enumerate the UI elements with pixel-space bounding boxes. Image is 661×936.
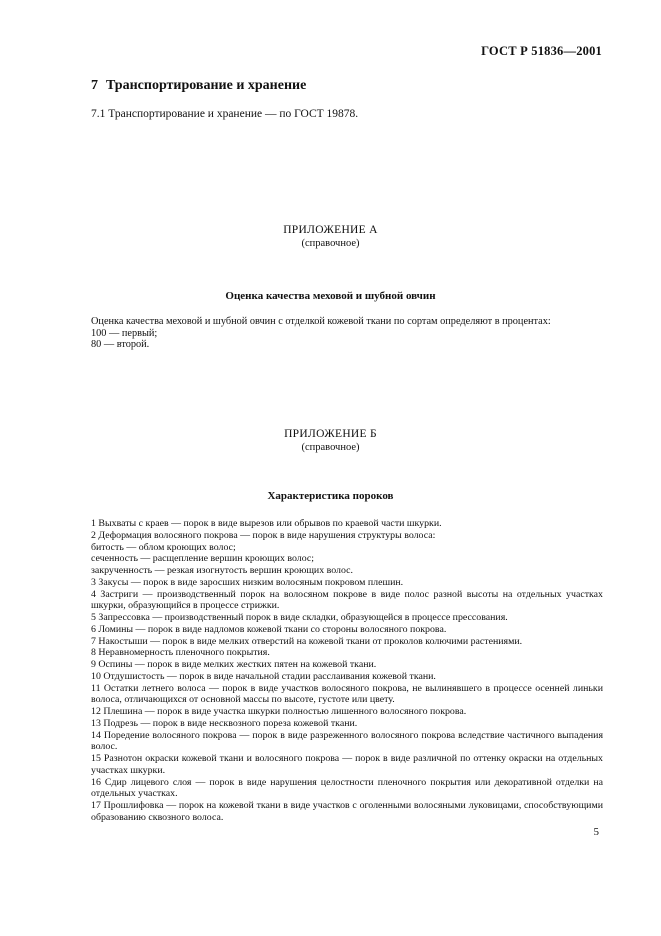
list-item: 12 Плешина — порок в виде участка шкурки полностью лишенного волосяного покрова. [91, 706, 467, 717]
annex-a-title: ПРИЛОЖЕНИЕ А [283, 224, 378, 236]
section-number: 7 [91, 78, 98, 93]
list-item: битость — облом кроющих волос; [91, 541, 236, 553]
annex-a-line: 100 — первый; [91, 327, 158, 339]
list-item: 8 Неравномерность пленочного покрытия. [91, 647, 270, 659]
annex-a-note: (справочное) [301, 238, 360, 249]
list-item: 10 Отдушистость — порок в виде начальной стадии расслаивания кожевой ткани. [91, 670, 436, 682]
annex-a-heading: Оценка качества меховой и шубной овчин [225, 290, 436, 302]
page-number: 5 [593, 826, 599, 838]
list-item: сеченность — расщепление вершин кроющих волос; [91, 553, 315, 565]
list-item: 15 Разнотон окраски кожевой ткани и волосяного покрова — порок в виде различной по оттенку окраски на отдельных участках шкурки. [91, 753, 603, 776]
list-item: 4 Застриги — производственный порок на волосяном покрове в виде полос разной высоты на отдельных участках шкурки, образующийся в процессе стрижки. [91, 588, 603, 612]
annex-a-line: Оценка качества меховой и шубной овчин с отделкой кожевой ткани по сортам определяют в процентах: [91, 316, 551, 327]
list-item: 2 Деформация волосяного покрова — порок в виде нарушения структуры волоса: [91, 529, 436, 541]
list-item: закрученность — резкая изогнутость вершин кроющих волос. [91, 565, 353, 576]
annex-b-note: (справочное) [301, 442, 360, 453]
annex-a-line: 80 — второй. [91, 339, 150, 350]
section-7-1-paragraph: 7.1 Транспортирование и хранение — по ГОСТ 19878. [91, 108, 359, 120]
standard-designation: ГОСТ Р 51836—2001 [481, 44, 602, 58]
annex-b-title: ПРИЛОЖЕНИЕ Б [284, 428, 377, 440]
annex-a-body [91, 316, 603, 351]
list-item: 7 Накостыши — порок в виде мелких отверстий на кожевой ткани от проколов колючими растениями. [91, 635, 523, 647]
list-item: 5 Запрессовка — производственный порок в виде складки, образующейся в процессе прессования. [91, 612, 508, 623]
section-title: Транспортирование и хранение [106, 78, 307, 93]
annex-b-heading: Характеристика пороков [267, 490, 394, 502]
list-item: 11 Остатки летнего волоса — порок в виде участков волосяного покрова, не вылинявшего в процессе осенней линьки волоса, отличающихся от основной массы по высоте, густоте или цвету. [91, 682, 603, 706]
list-item: 3 Закусы — порок в виде заросших низким волосяным покровом плешин. [91, 576, 404, 588]
list-item: 6 Ломины — порок в виде надломов кожевой ткани со стороны волосяного покрова. [91, 623, 447, 635]
list-item: 16 Сдир лицевого слоя — порок в виде нарушения целостности пленочного покрытия или декоративной отделки на отдельных участках. [91, 776, 603, 800]
list-item: 17 Прошлифовка — порок на кожевой ткани в виде участков с оголенными волосяными луковицами, способствующими образованию сквозного волоса. [91, 800, 603, 823]
list-item: 1 Выхваты с краев — порок в виде вырезов или обрывов по краевой части шкурки. [91, 518, 442, 529]
section-7-heading [91, 78, 306, 94]
list-item: 9 Оспины — порок в виде мелких жестких пятен на кожевой ткани. [91, 659, 377, 670]
defects-list [91, 518, 603, 824]
list-item: 13 Подрезь — порок в виде несквозного пореза кожевой ткани. [91, 717, 358, 729]
list-item: 14 Поредение волосяного покрова — порок в виде разреженного волосяного покрова вследствие частичного выпадения волос. [91, 729, 603, 753]
